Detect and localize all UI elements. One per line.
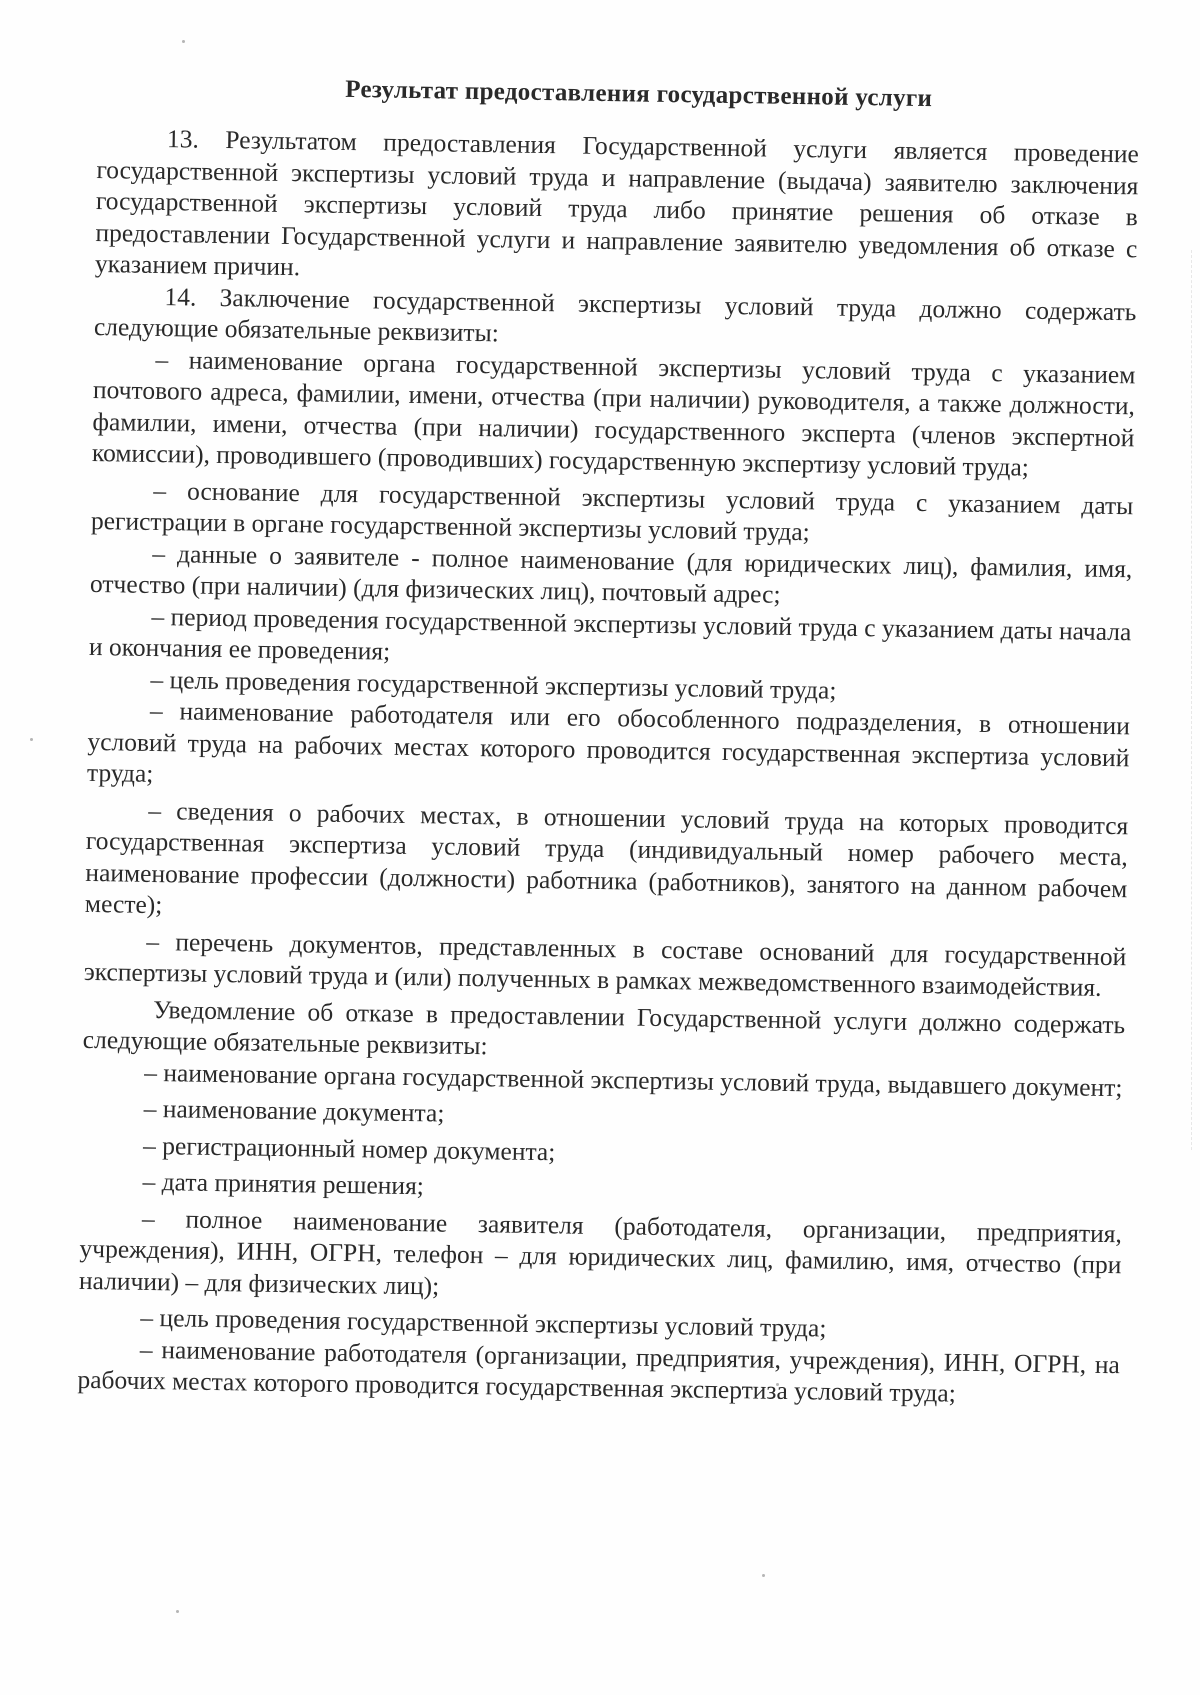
requisite-item: – наименование работодателя или его обособленного подразделения, в отношении условий труда на рабочих местах которого проводится государственная экспертиза условий труда; <box>86 695 1131 788</box>
paragraph-13: 13. Результатом предоставления Государственной услуги является проведение государственной экспертизы условий труда и направление (выдача) заявителю заключения государственной экспертизы условий труда либо принятие решения об отказе в предоставлении Государственной услуги и направление заявителю уведомления об отказе с указанием причин. <box>94 124 1140 282</box>
refusal-requisite-item: – наименование документа; <box>143 1093 445 1128</box>
scan-edge-marks <box>1185 250 1192 1150</box>
paragraph-14: 14. Заключение государственной экспертизы условий труда должно содержать следующие обязательные реквизиты: <box>93 281 1137 348</box>
scan-speck <box>762 1574 765 1577</box>
refusal-notice-paragraph: Уведомление об отказе в предоставлении Государственной услуги должно содержать следующие обязательные реквизиты: <box>82 994 1126 1061</box>
requisite-item: – основание для государственной экспертизы условий труда с указанием даты регистрации в органе государственной экспертизы условий труда; <box>90 475 1134 547</box>
scan-speck <box>176 1610 179 1613</box>
refusal-requisite-item: – дата принятия решения; <box>142 1166 425 1201</box>
refusal-requisite-item: – полное наименование заявителя (работодателя, организации, предприятия, учреждения), ИНН, ОГРН, телефон – для юридических лиц, фамилию, имя, отчество (при наличии) – для физических лиц); <box>78 1203 1123 1301</box>
document-title: Результат предоставления государственной услуги <box>344 75 933 113</box>
refusal-requisite-item: – цель проведения государственной экспертизы условий труда; <box>140 1302 827 1343</box>
requisite-item: – сведения о рабочих местах, в отношении условий труда на которых проводится государственная экспертиза условий труда (индивидуальный номер рабочего места, наименование профессии (должности) работника (работников), занятого на данном рабочем месте); <box>84 795 1129 920</box>
requisite-item: – цель проведения государственной экспертизы условий труда; <box>150 664 837 705</box>
refusal-requisite-item: – регистрационный номер документа; <box>142 1130 556 1166</box>
refusal-requisite-item: – наименование работодателя (организации, предприятия, учреждения), ИНН, ОГРН, на рабочих местах которого проводится государственная экспертиза условий труда; <box>77 1334 1121 1408</box>
requisite-item: – данные о заявителе - полное наименование (для юридических лиц), фамилия, имя, отчество (при наличии) (для физических лиц), почтовый адрес; <box>89 538 1133 609</box>
requisite-item: – наименование органа государственной экспертизы условий труда с указанием почтового адреса, фамилии, имени, отчества (при наличии) руководителя, а также должности, фамилии, имени, отчества (при наличии) государственного эксперта (членов экспертной комиссии), проводившего (проводивших) государственную экспертизу условий труда; <box>91 344 1136 482</box>
document-body <box>77 72 1140 1412</box>
refusal-requisite-item: – наименование органа государственной экспертизы условий труда, выдавшего документ; <box>144 1057 1123 1102</box>
requisite-item: – период проведения государственной экспертизы условий труда с указанием даты начала и окончания ее проведения; <box>88 601 1132 666</box>
scan-speck <box>182 40 185 43</box>
requisite-item: – перечень документов, представленных в составе оснований для государственной экспертизы условий труда и (или) полученных в рамках межведомственного взаимодействия. <box>83 926 1127 1002</box>
scan-speck <box>30 738 33 741</box>
